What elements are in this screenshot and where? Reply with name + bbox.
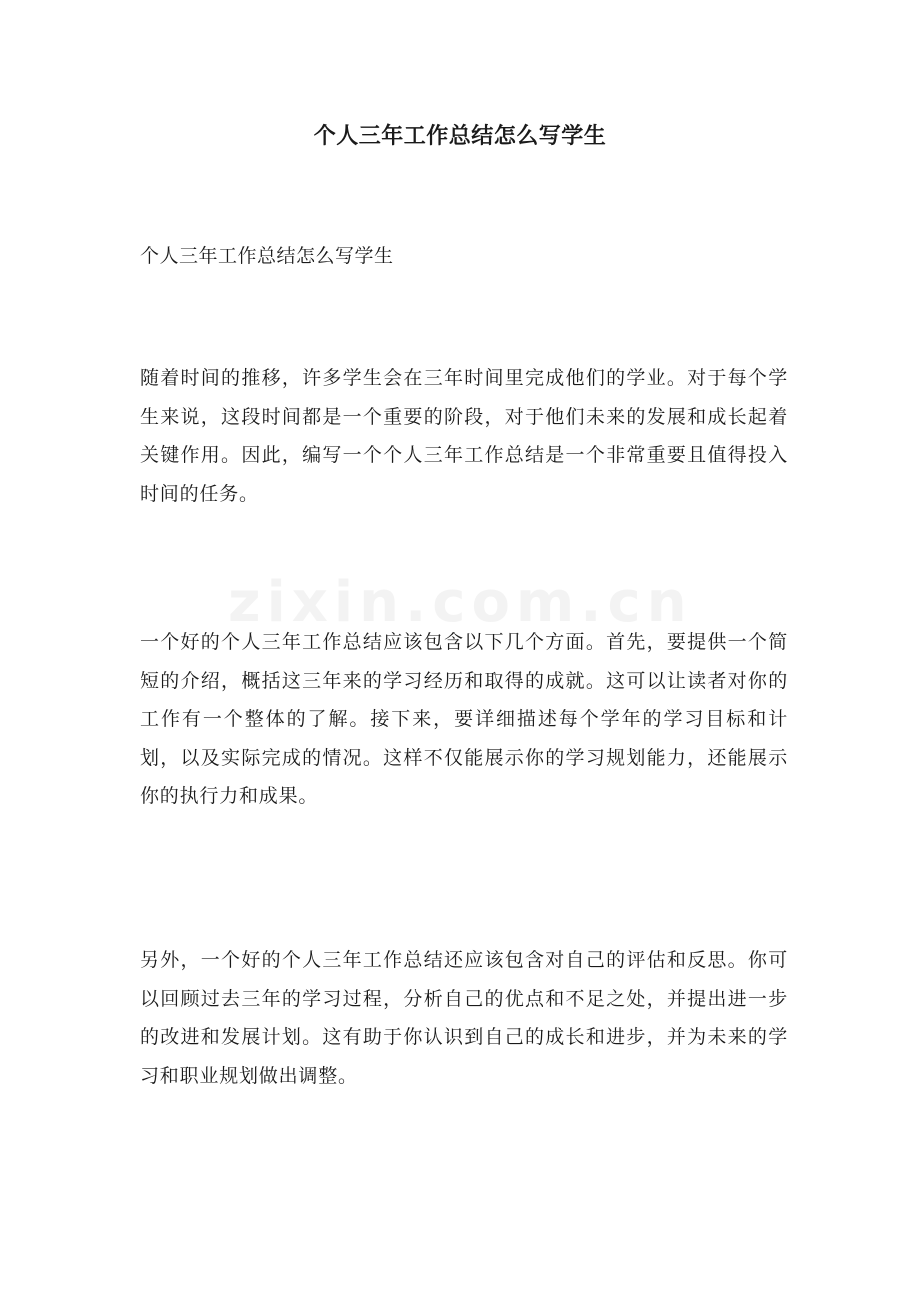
paragraph-3: 另外，一个好的个人三年工作总结还应该包含对自己的评估和反思。你可以回顾过去三年的学习过程，分析自己的优点和不足之处，并提出进一步的改进和发展计划。这有助于你认识到自己的成长和进步，并为未来的学习和职业规划做出调整。: [140, 949, 788, 1087]
document-subtitle: 个人三年工作总结怎么写学生: [140, 245, 394, 267]
paragraph-1: 随着时间的推移，许多学生会在三年时间里完成他们的学业。对于每个学生来说，这段时间都是一个重要的阶段，对于他们未来的发展和成长起着关键作用。因此，编写一个个人三年工作总结是一个非常重要且值得投入时间的任务。: [140, 367, 788, 505]
watermark: zixin.com.cn: [228, 570, 693, 635]
document-title: 个人三年工作总结怎么写学生: [313, 123, 607, 149]
paragraph-2: 一个好的个人三年工作总结应该包含以下几个方面。首先，要提供一个简短的介绍，概括这三年来的学习经历和取得的成就。这可以让读者对你的工作有一个整体的了解。接下来，要详细描述每个学年的学习目标和计划，以及实际完成的情况。这样不仅能展示你的学习规划能力，还能展示你的执行力和成果。: [140, 631, 788, 807]
